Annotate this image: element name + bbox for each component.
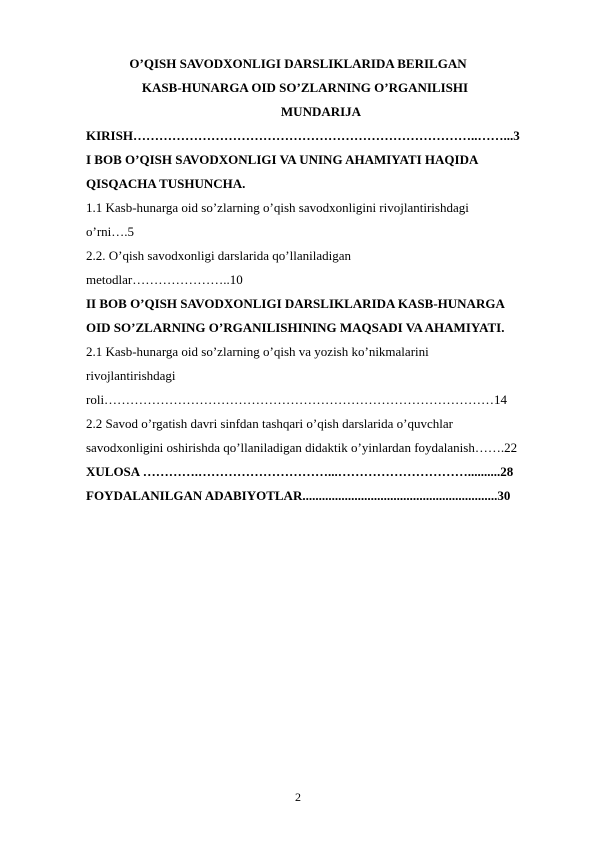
- title-line-2: KASB-HUNARGA OID SO’ZLARNING O’RGANILISHI: [141, 80, 469, 95]
- toc-entry-2-2-methods-cont: metodlar…………………..10: [86, 272, 243, 287]
- contents-heading: MUNDARIJA: [280, 104, 362, 119]
- toc-entry-conclusion: XULOSA ………….…………………………...…………………………..........28: [86, 464, 514, 479]
- toc-entry-2-1: 2.1 Kasb-hunarga oid so’zlarning o’qish va yozish ko’nikmalarini: [86, 344, 429, 359]
- toc-entry-chapter-1: I BOB O’QISH SAVODXONLIGI VA UNING AHAMIYATI HAQIDA: [86, 152, 479, 167]
- toc-entry-chapter-2-cont: OID SO’ZLARNING O’RGANILISHINING MAQSADI VA AHAMIYATI.: [86, 320, 505, 335]
- toc-entry-references: FOYDALANILGAN ADABIYOTLAR............................................................30: [86, 488, 511, 503]
- toc-entry-1-1: 1.1 Kasb-hunarga oid so’zlarning o’qish savodxonligini rivojlantirishdagi: [86, 200, 469, 215]
- toc-entry-2-1-cont: rivojlantirishdagi: [86, 368, 176, 383]
- toc-entry-2-2: 2.2 Savod o’rgatish davri sinfdan tashqari o’qish darslarida o’quvchlar: [86, 416, 453, 431]
- toc-entry-chapter-2: II BOB O’QISH SAVODXONLIGI DARSLIKLARIDA KASB-HUNARGA: [86, 296, 505, 311]
- toc-entry-2-1-page: roli………………………………………………………………………………14: [86, 392, 508, 407]
- title-line-1: O’QISH SAVODXONLIGI DARSLIKLARIDA BERILGAN: [129, 56, 467, 71]
- toc-entry-2-2-methods: 2.2. O’qish savodxonligi darslarida qo’llaniladigan: [86, 248, 352, 263]
- toc-entry-chapter-1-cont: QISQACHA TUSHUNCHA.: [86, 176, 246, 191]
- toc-entry-1-1-cont: o’rni….5: [86, 224, 135, 239]
- toc-entry-introduction: KIRISH……………………………………………………………………..……...3: [86, 128, 520, 143]
- toc-entry-2-2-cont: savodxonligini oshirishda qo’llaniladigan didaktik o’yinlardan foydalanish…….22: [86, 440, 518, 455]
- page-number: 2: [295, 790, 301, 804]
